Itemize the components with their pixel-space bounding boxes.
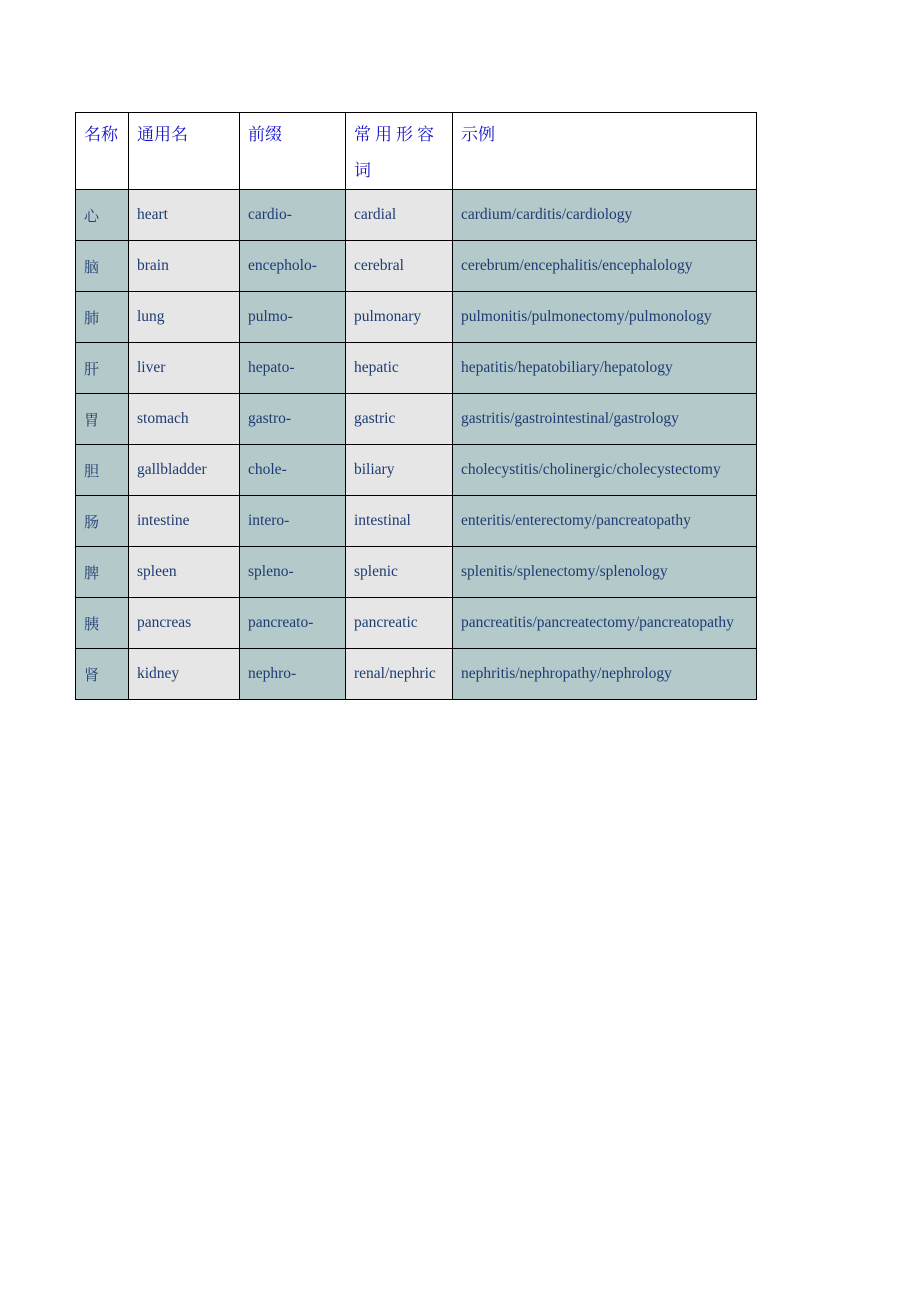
cell-common-name: intestine [129,496,240,547]
cell-common-name: pancreas [129,598,240,649]
cell-adjective: hepatic [346,343,453,394]
cell-examples: enteritis/enterectomy/pancreatopathy [453,496,757,547]
cell-prefix: pancreato- [240,598,346,649]
table-header [76,113,757,190]
cell-common-name: heart [129,190,240,241]
cell-adjective: pulmonary [346,292,453,343]
cell-common-name: brain [129,241,240,292]
cell-adjective: gastric [346,394,453,445]
table-row [76,496,757,547]
cell-common-name: stomach [129,394,240,445]
header-row [76,113,757,190]
cell-examples: cerebrum/encephalitis/encephalology [453,241,757,292]
cell-prefix: pulmo- [240,292,346,343]
table-row [76,445,757,496]
header-prefix: 前缀 [240,113,346,190]
cell-common-name: liver [129,343,240,394]
cell-adjective: splenic [346,547,453,598]
cell-adjective: biliary [346,445,453,496]
cell-common-name: spleen [129,547,240,598]
cell-examples: gastritis/gastrointestinal/gastrology [453,394,757,445]
cell-name: 脑 [76,241,129,292]
cell-examples: pancreatitis/pancreatectomy/pancreatopathy [453,598,757,649]
cell-adjective: cerebral [346,241,453,292]
cell-name: 胃 [76,394,129,445]
cell-common-name: gallbladder [129,445,240,496]
table-row [76,190,757,241]
cell-prefix: gastro- [240,394,346,445]
cell-prefix: spleno- [240,547,346,598]
cell-name: 心 [76,190,129,241]
cell-prefix: nephro- [240,649,346,700]
cell-adjective: renal/nephric [346,649,453,700]
cell-prefix: chole- [240,445,346,496]
table-row [76,394,757,445]
cell-examples: nephritis/nephropathy/nephrology [453,649,757,700]
cell-prefix: cardio- [240,190,346,241]
organ-terms-table [75,112,757,700]
table-body [76,190,757,700]
table-row [76,649,757,700]
cell-common-name: lung [129,292,240,343]
cell-name: 胆 [76,445,129,496]
cell-name: 肾 [76,649,129,700]
table-row [76,241,757,292]
cell-examples: hepatitis/hepatobiliary/hepatology [453,343,757,394]
cell-adjective: intestinal [346,496,453,547]
cell-adjective: pancreatic [346,598,453,649]
header-common-name: 通用名 [129,113,240,190]
cell-examples: cardium/carditis/cardiology [453,190,757,241]
cell-name: 肺 [76,292,129,343]
cell-examples: cholecystitis/cholinergic/cholecystectomy [453,445,757,496]
table-row [76,292,757,343]
cell-name: 脾 [76,547,129,598]
cell-adjective: cardial [346,190,453,241]
cell-prefix: encepholo- [240,241,346,292]
table-row [76,343,757,394]
cell-name: 肝 [76,343,129,394]
header-examples: 示例 [453,113,757,190]
cell-examples: pulmonitis/pulmonectomy/pulmonology [453,292,757,343]
cell-name: 肠 [76,496,129,547]
cell-examples: splenitis/splenectomy/splenology [453,547,757,598]
table-row [76,598,757,649]
header-name: 名称 [76,113,129,190]
header-adjective: 常用形容词 [346,113,453,190]
cell-common-name: kidney [129,649,240,700]
cell-prefix: intero- [240,496,346,547]
table-row [76,547,757,598]
cell-prefix: hepato- [240,343,346,394]
cell-name: 胰 [76,598,129,649]
